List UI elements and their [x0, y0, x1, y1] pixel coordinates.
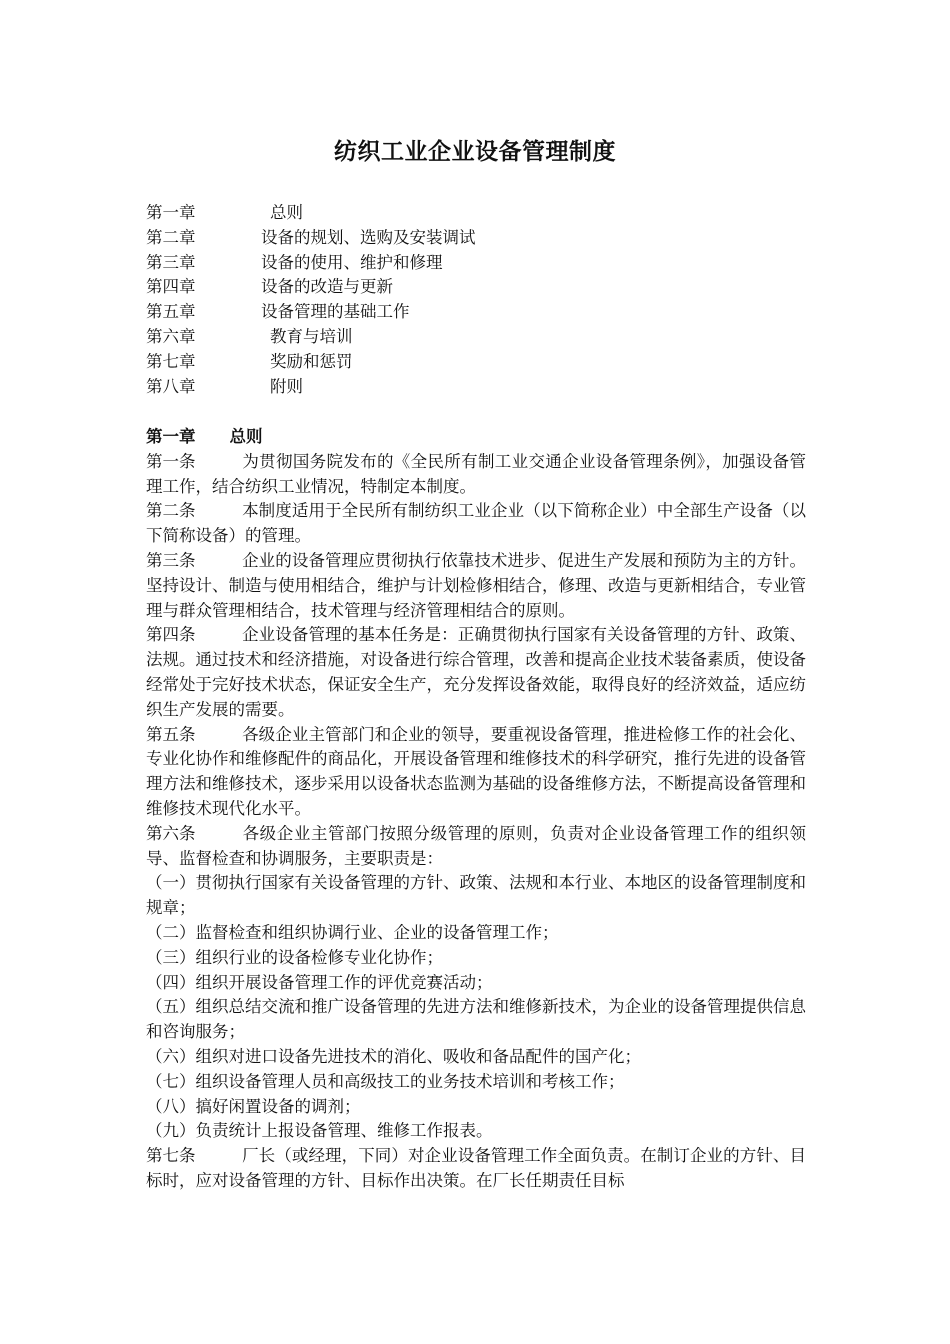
article-paragraph: [146, 723, 806, 822]
duty-list-item: （五）组织总结交流和推广设备管理的先进方法和维修新技术，为企业的设备管理提供信息和咨询服务；: [146, 997, 806, 1042]
toc-chapter-title: 设备管理的基础工作: [261, 302, 410, 322]
toc-chapter-number: 第二章: [146, 227, 196, 247]
toc-entry: [146, 275, 806, 300]
toc-chapter-title: 设备的使用、维护和修理: [261, 252, 443, 272]
toc-chapter-number: 第五章: [146, 302, 196, 322]
toc-entry: [146, 201, 806, 226]
table-of-contents: [146, 201, 806, 399]
toc-chapter-number: 第六章: [146, 326, 196, 346]
duty-list-item: （六）组织对进口设备先进技术的消化、吸收和备品配件的国产化；: [146, 1046, 641, 1066]
toc-chapter-number: 第一章: [146, 203, 196, 222]
toc-chapter-title: 设备的改造与更新: [261, 277, 393, 297]
duty-list-item: （八）搞好闲置设备的调剂；: [146, 1096, 361, 1116]
toc-chapter-title: 附则: [270, 376, 303, 396]
document-title: 纺织工业企业设备管理制度: [334, 139, 616, 165]
chapter-heading: [146, 425, 806, 450]
chapter-number: 第一章: [146, 427, 196, 446]
toc-chapter-title: 总则: [270, 203, 303, 222]
article-number: 第二条: [146, 501, 196, 521]
toc-entry: [146, 375, 806, 400]
article-text: 企业的设备管理应贯彻执行依靠技术进步、促进生产发展和预防为主的方针。坚持设计、制造与使用相结合，维护与计划检修相结合，修理、改造与更新相结合，专业管理与群众管理相结合，技术管理与经济管理相结合的原则。: [146, 550, 806, 620]
article-text: 厂长（或经理，下同）对企业设备管理工作全面负责。在制订企业的方针、目标时，应对设备管理的方针、目标作出决策。在厂长任期责任目标: [146, 1146, 806, 1190]
toc-entry: [146, 350, 806, 375]
duty-list-item: （二）监督检查和组织协调行业、企业的设备管理工作；: [146, 922, 559, 942]
article-paragraph: [146, 450, 806, 500]
duty-list-item: （七）组织设备管理人员和高级技工的业务技术培训和考核工作；: [146, 1071, 625, 1091]
toc-chapter-number: 第八章: [146, 376, 196, 396]
toc-entry: [146, 325, 806, 350]
toc-chapter-number: 第三章: [146, 252, 196, 272]
article-text: 各级企业主管部门和企业的领导，要重视设备管理，推进检修工作的社会化、专业化协作和维修配件的商品化，开展设备管理和维修技术的科学研究，推行先进的设备管理方法和维修技术，逐步采用以设备状态监测为基础的设备维修方法，不断提高设备管理和维修技术现代化水平。: [146, 724, 806, 818]
duty-list-item: （四）组织开展设备管理工作的评优竞赛活动；: [146, 972, 493, 992]
article-number: 第四条: [146, 625, 196, 645]
duty-list-item: （九）负责统计上报设备管理、维修工作报表。: [146, 1121, 493, 1141]
toc-chapter-number: 第七章: [146, 351, 196, 371]
article-paragraph: [146, 1144, 806, 1194]
article-number: 第七条: [146, 1146, 196, 1166]
article-paragraph: [146, 549, 806, 623]
article-number: 第六条: [146, 823, 196, 843]
article-text: 本制度适用于全民所有制纺织工业企业（以下简称企业）中全部生产设备（以下简称设备）的管理。: [146, 501, 806, 546]
article-paragraph: [146, 499, 806, 549]
article-number: 第五条: [146, 724, 196, 744]
toc-entry: [146, 251, 806, 276]
duty-list-item: （三）组织行业的设备检修专业化协作；: [146, 947, 443, 967]
article-paragraph: [146, 822, 806, 872]
article-paragraph: [146, 623, 806, 722]
toc-chapter-title: 设备的规划、选购及安装调试: [261, 227, 476, 247]
duty-list-item: （一）贯彻执行国家有关设备管理的方针、政策、法规和本行业、本地区的设备管理制度和规章；: [146, 873, 806, 918]
toc-entry: [146, 226, 806, 251]
chapter-one-body: [146, 425, 806, 1194]
article-text: 各级企业主管部门按照分级管理的原则，负责对企业设备管理工作的组织领导、监督检查和协调服务，主要职责是：: [146, 823, 806, 868]
toc-chapter-title: 奖励和惩罚: [270, 351, 353, 371]
article-text: 企业设备管理的基本任务是：正确贯彻执行国家有关设备管理的方针、政策、法规。通过技术和经济措施，对设备进行综合管理，改善和提高企业技术装备素质，使设备经常处于完好技术状态，保证安全生产，充分发挥设备效能，取得良好的经济效益，适应纺织生产发展的需要。: [146, 625, 806, 719]
chapter-title: 总则: [229, 427, 263, 446]
toc-chapter-number: 第四章: [146, 277, 196, 297]
toc-chapter-title: 教育与培训: [270, 326, 353, 346]
article-number: 第三条: [146, 550, 196, 570]
article-text: 为贯彻国务院发布的《全民所有制工业交通企业设备管理条例》，加强设备管理工作，结合纺织工业情况，特制定本制度。: [146, 451, 806, 496]
article-number: 第一条: [146, 451, 196, 471]
toc-entry: [146, 300, 806, 325]
